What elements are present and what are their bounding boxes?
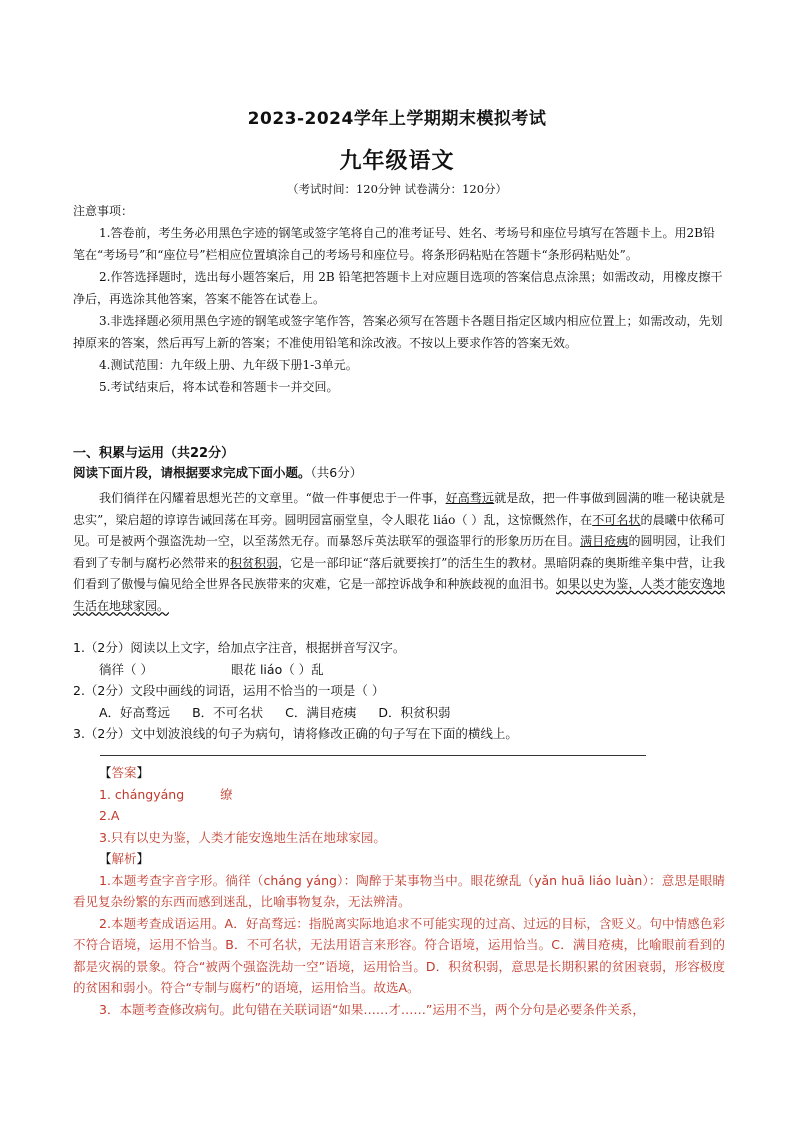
note-item-3: 3.非选择题必须用黑色字迹的钢笔或签字笔作答，答案必须写在答题卡各题目指定区域内相应位置上；如需改动，先划掉原来的答案，然后再写上新的答案；不准使用铅笔和涂改液。不按以上要求作答的答案无效。 [73, 314, 723, 350]
answer-1 [73, 784, 725, 806]
analysis-3: 3．本题考查修改病句。此句错在关联词语“如果……才……”运用不当，两个分句是必要条件关系， [99, 1001, 645, 1017]
answer-blank-line[interactable] [100, 755, 646, 756]
passage-text-2: 就是敌，把一件事做到圆满的唯一秘诀就是忠实”，梁启超的谆谆告诫回荡在耳旁。圆明园富丽堂皇，令人眼花 liáo（ ）乱，这惊慨然作，在 [73, 491, 725, 527]
question-1: 1.（2分）阅读以上文字，给加点字注音，根据拼音写汉字。 [73, 640, 406, 655]
passage-text-4: 的圆明园，让我们看到了专制与腐朽必然带来的 [73, 534, 725, 570]
reading-heading [73, 463, 362, 481]
question-3: 3.（2分）文中划波浪线的句子为病句，请将修改正确的句子写在下面的横线上。 [73, 726, 518, 741]
passage-text-3: 的晨曦中依稀可见。可是被两个强盗洗劫一空，以至荡然无存。而暴怒斥英法联军的强盗罪行的形象历历在目。 [73, 512, 725, 548]
underlined-idiom-1: 好高骛远 [445, 491, 495, 505]
answer-2: 2.A [99, 808, 120, 823]
answer-label: 答案 [111, 765, 137, 780]
reading-points: （共6分） [310, 465, 363, 480]
answer-block [73, 762, 725, 1020]
passage-text-5: ，它是一部印证“落后就要挨打”的活生生的教材。黑暗阴森的奥斯维辛集中营，让我们看到了傲慢与偏见给全世界各民族带来的灾难，它是一部控诉战争和种族歧视的血泪书。 [73, 555, 725, 591]
underlined-idiom-3: 满目疮痍 [580, 534, 629, 548]
analysis-2: 2.本题考查成语运用。A．好高骛远：指脱离实际地追求不可能实现的过高、过远的目标，含贬义。句中情感色彩不符合语境，运用不恰当。B．不可名状，无法用语言来形容。符合语境，运用恰当。C．满目疮痍，比喻眼前看到的都是灾祸的景象。符合“被两个强盗洗劫一空”语境，运用恰当。D．积贫积弱，意思是长期积累的贫困衰弱，形容极度的贫困和弱小。符合“专制与腐朽”的语境，运用恰当。故选A。 [73, 915, 725, 995]
option-d[interactable]: D．积贫积弱 [378, 704, 451, 720]
q1-blank-b[interactable]: 眼花 liáo（ ）乱 [230, 661, 324, 677]
question-2-options [73, 702, 725, 724]
notes-block [73, 200, 725, 398]
note-item-5: 5.考试结束后，将本试卷和答题卡一并交回。 [99, 380, 339, 394]
answer-1-char: 缭 [220, 786, 233, 802]
questions-block [73, 637, 725, 745]
note-item-2: 2.作答选择题时，选出每小题答案后，用 2B 铅笔把答题卡上对应题目选项的答案信息点涂黑；如需改动，用橡皮擦干净后，再选涂其他答案，答案不能答在试卷上。 [73, 270, 723, 306]
question-2: 2.（2分）文段中画线的词语，运用不恰当的一项是（ ） [73, 683, 385, 698]
passage-text-1: 我们徜徉在闪耀着思想光芒的文章里。“做一件事便忠于一件事， [99, 491, 446, 505]
analysis-heading: 【解析】 [99, 851, 150, 866]
answer-3: 3.只有以史为鉴，人类才能安逸地生活在地球家园。 [99, 829, 386, 845]
notes-heading: 注意事项： [73, 204, 134, 218]
option-a[interactable]: A．好高骛远 [99, 704, 171, 720]
note-item-4: 4.测试范围：九年级上册、九年级下册1-3单元。 [99, 358, 358, 372]
reading-passage [73, 488, 725, 617]
wavy-sentence: 如果以史为鉴，人类才能安逸地生活在地球家园。 [73, 577, 725, 613]
passage-paragraph [73, 488, 725, 617]
exam-info: （考试时间：120分钟 试卷满分：120分） [286, 182, 508, 196]
option-b[interactable]: B．不可名状 [192, 704, 264, 720]
analysis-label: 解析 [111, 851, 137, 866]
exam-subtitle: 九年级语文 [339, 149, 455, 174]
exam-title: 2023-2024学年上学期期末模拟考试 [247, 109, 547, 129]
option-c[interactable]: C．满目疮痍 [285, 704, 357, 720]
note-item-1: 1.答卷前，考生务必用黑色字迹的钢笔或签字笔将自己的准考证号、姓名、考场号和座位号填写在答题卡上。用2B铅笔在“考场号”和“座位号”栏相应位置填涂自己的考场号和座位号。将条形码粘贴在答题卡“条形码粘贴处”。 [73, 226, 715, 262]
underlined-idiom-2: 不可名状 [592, 512, 641, 527]
reading-instruction: 阅读下面片段，请根据要求完成下面小题。 [73, 465, 311, 480]
answer-heading: 【答案】 [99, 765, 150, 780]
underlined-idiom-4: 积贫积弱 [229, 555, 279, 570]
section-heading: 一、积累与运用（共22分） [73, 446, 235, 461]
analysis-1: 1.本题考查字音字形。徜徉（cháng yáng）：陶醉于某事物当中。眼花缭乱（yǎn huā liáo luàn）：意思是眼睛看见复杂纷繁的东西而感到迷乱，比喻事物复杂，无法辨清。 [73, 872, 725, 909]
q1-blank-a[interactable]: 徜徉（ ） [99, 661, 153, 677]
question-1-blanks [73, 659, 725, 681]
answer-1-pinyin: 1. chángyáng [99, 786, 185, 802]
